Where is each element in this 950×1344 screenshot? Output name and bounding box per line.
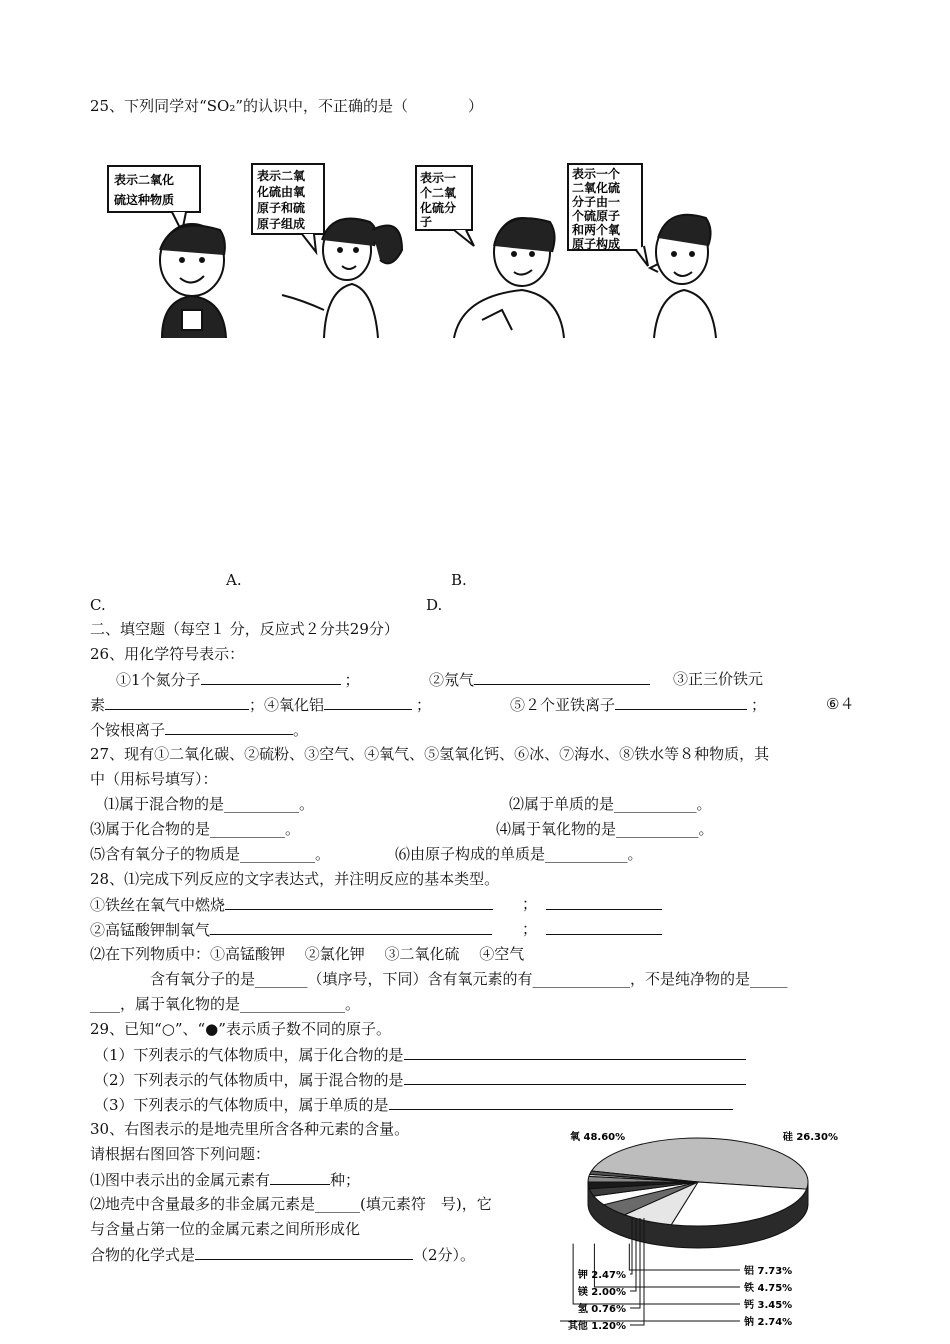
q29-answer-blank-1[interactable]	[404, 1044, 746, 1060]
bubble-d-line-3: 分子由一	[572, 195, 621, 209]
q27-part-2: ⑵属于单质的是___________。	[509, 795, 712, 813]
bubble-b-line-2: 化硫由氧	[257, 185, 306, 199]
pie-label-4: 钙 3.45%	[744, 1300, 793, 1311]
q28-stem: 28、⑴完成下列反应的文字表达式，并注明反应的基本类型。	[90, 870, 500, 888]
q25-stem: 25、下列同学对“SO₂”的认识中，不正确的是（ ）	[90, 97, 484, 115]
q29-answer-blank-2[interactable]	[404, 1069, 746, 1085]
boy-figure-c	[650, 215, 716, 338]
q28-reaction-1-label: ①铁丝在氧气中燃烧	[90, 896, 226, 914]
option-d-label: D.	[426, 596, 443, 614]
q26-item-4-label: ；④氧化铝	[249, 696, 325, 714]
q28-semicolon-2: ；	[522, 920, 538, 938]
q26-item-5	[510, 694, 766, 715]
bubble-c-line-3: 化硫分	[420, 201, 457, 215]
q28-equation-blank-2[interactable]	[210, 919, 492, 935]
bubble-b-line-4: 原子组成	[257, 217, 306, 231]
bubble-b-line-1: 表示二氧	[257, 169, 306, 183]
q28-reaction-2	[90, 919, 492, 940]
q29-part-2-label: （2）下列表示的气体物质中，属于混合物的是	[94, 1071, 404, 1089]
pie-label-5: 钠 2.74%	[744, 1317, 793, 1328]
q30-part-1-suffix: 种；	[330, 1171, 361, 1189]
q26-item-6-end: 个铵根离子	[90, 721, 166, 739]
q26-answer-blank-1[interactable]	[201, 669, 341, 685]
q28-type-blank-1[interactable]	[546, 894, 662, 910]
boy-figure-b	[454, 218, 564, 338]
q28-reaction-2-label: ②高锰酸钾制氧气	[90, 921, 211, 939]
q27-part-4: ⑷属于氧化物的是___________。	[496, 820, 714, 838]
q26-item-3-end: 素	[90, 696, 106, 714]
q29-part-3-label: （3）下列表示的气体物质中，属于单质的是	[94, 1096, 389, 1114]
q30-part-1-label: ⑴图中表示出的金属元素有	[90, 1171, 271, 1189]
pie-label-1: 硅 26.30%	[782, 1132, 838, 1143]
q30-answer-blank-1[interactable]	[270, 1169, 330, 1185]
option-c-label: C.	[90, 596, 106, 614]
q28-equation-blank-1[interactable]	[225, 894, 493, 910]
bubble-c-line-1: 表示一	[420, 171, 457, 185]
pie-label-6: 钾 2.47%	[577, 1270, 626, 1281]
q26-item-6-start: ⑥４	[826, 695, 855, 713]
period: 。	[293, 721, 309, 739]
q26-item-3-start: ③正三价铁元	[673, 670, 764, 688]
q29-part-1	[94, 1044, 746, 1065]
q26-stem: 26、用化学符号表示：	[90, 645, 245, 663]
q27-stem-line-2: 中（用标号填写）：	[90, 770, 218, 788]
bubble-c-line-4: 子	[420, 215, 433, 229]
q30-part-2-label: 合物的化学式是	[90, 1246, 196, 1264]
q26-item-2	[429, 669, 650, 690]
q26-answer-blank-3[interactable]	[105, 694, 249, 710]
q28-part-2-line-1: 含有氧分子的是_______（填序号，下同）含有氧元素的有_____________，不是纯净物的是_____	[150, 970, 788, 988]
q30-answer-blank-2[interactable]	[195, 1244, 413, 1260]
speech-bubble-d	[568, 164, 648, 266]
q26-row-3	[90, 719, 308, 740]
q26-answer-blank-2[interactable]	[474, 669, 650, 685]
option-b-label: B.	[451, 571, 467, 589]
q30-part-2-line-1: ⑵地壳中含量最多的非金属元素是______(填元素符 号)，它	[90, 1195, 492, 1213]
q28-part-2-stem: ⑵在下列物质中：①高锰酸钾 ②氯化钾 ③二氧化硫 ④空气	[90, 945, 525, 963]
pie-label-0: 氧 48.60%	[570, 1132, 626, 1143]
girl-figure	[282, 219, 402, 338]
q29-stem: 29、已知“○”、“●”表示质子数不同的原子。	[90, 1020, 391, 1038]
q28-part-2-line-2: ____，属于氧化物的是______________。	[90, 995, 361, 1013]
option-a-label: A.	[226, 571, 242, 589]
q25-cartoon-illustration	[102, 160, 742, 340]
bubble-d-line-1: 表示一个	[572, 167, 621, 181]
bubble-a-line-1: 表示二氧化	[114, 173, 175, 187]
pie-label-9: 其他 1.20%	[567, 1321, 626, 1332]
q27-part-6: ⑹由原子构成的单质是___________。	[395, 845, 643, 863]
separator: ；	[751, 696, 767, 714]
q30-part-2-suffix: （2分）。	[413, 1246, 476, 1264]
bubble-b-line-3: 原子和硫	[257, 201, 306, 215]
q26-item-2-label: ②氖气	[429, 671, 475, 689]
q29-part-3	[94, 1094, 733, 1115]
q26-row-2	[90, 694, 431, 715]
q26-item-1	[116, 669, 360, 690]
q30-stem: 30、右图表示的是地壳里所含各种元素的含量。	[90, 1120, 410, 1138]
q30-part-1	[90, 1169, 360, 1190]
q30-line-2: 请根据右图回答下列问题：	[90, 1145, 271, 1163]
q26-answer-blank-5[interactable]	[615, 694, 747, 710]
speech-bubble-a	[108, 166, 200, 232]
q29-answer-blank-3[interactable]	[389, 1094, 733, 1110]
q26-answer-blank-6[interactable]	[165, 719, 293, 735]
bubble-c-line-2: 个二氧	[420, 186, 457, 200]
q28-semicolon-1: ；	[522, 895, 538, 913]
q30-part-2-line-2: 与含量占第一位的金属元素之间所形成化	[90, 1220, 361, 1238]
bubble-a-line-2: 硫这种物质	[114, 193, 175, 207]
separator: ；	[416, 696, 432, 714]
speech-bubble-b	[252, 164, 324, 252]
q26-item-1-label: ①1个氮分子	[116, 671, 201, 689]
q26-item-5-label: ⑤２个亚铁离子	[510, 696, 616, 714]
pie-label-8: 氢 0.76%	[577, 1304, 626, 1315]
q29-part-2	[94, 1069, 746, 1090]
section-2-title: 二、填空题（每空１ 分，反应式２分共29分）	[90, 620, 399, 638]
separator: ；	[344, 671, 360, 689]
q28-reaction-1	[90, 894, 493, 915]
bubble-d-line-6: 原子构成	[572, 237, 621, 251]
q30-part-2-line-3	[90, 1244, 475, 1265]
q27-stem-line-1: 27、现有①二氧化碳、②硫粉、③空气、④氧气、⑤氢氧化钙、⑥冰、⑦海水、⑧铁水等８种物质，其	[90, 745, 770, 763]
q29-part-1-label: （1）下列表示的气体物质中，属于化合物的是	[94, 1046, 404, 1064]
q28-type-blank-2[interactable]	[546, 919, 662, 935]
pie-label-7: 镁 2.00%	[577, 1287, 626, 1298]
q27-part-1: ⑴属于混合物的是__________。	[104, 795, 315, 813]
q26-answer-blank-4[interactable]	[324, 694, 412, 710]
q27-part-5: ⑸含有氧分子的物质是__________。	[90, 845, 331, 863]
bubble-d-line-2: 二氧化硫	[572, 181, 621, 195]
pie-label-2: 铝 7.73%	[744, 1266, 793, 1277]
earth-crust-element-pie-chart	[560, 1124, 860, 1344]
pie-label-3: 铁 4.75%	[744, 1283, 793, 1294]
boy-figure-a	[160, 224, 226, 338]
bubble-d-line-5: 和两个氧	[572, 223, 621, 237]
q27-part-3: ⑶属于化合物的是__________。	[90, 820, 301, 838]
speech-bubble-c	[416, 166, 474, 246]
bubble-d-line-4: 个硫原子	[572, 209, 621, 223]
